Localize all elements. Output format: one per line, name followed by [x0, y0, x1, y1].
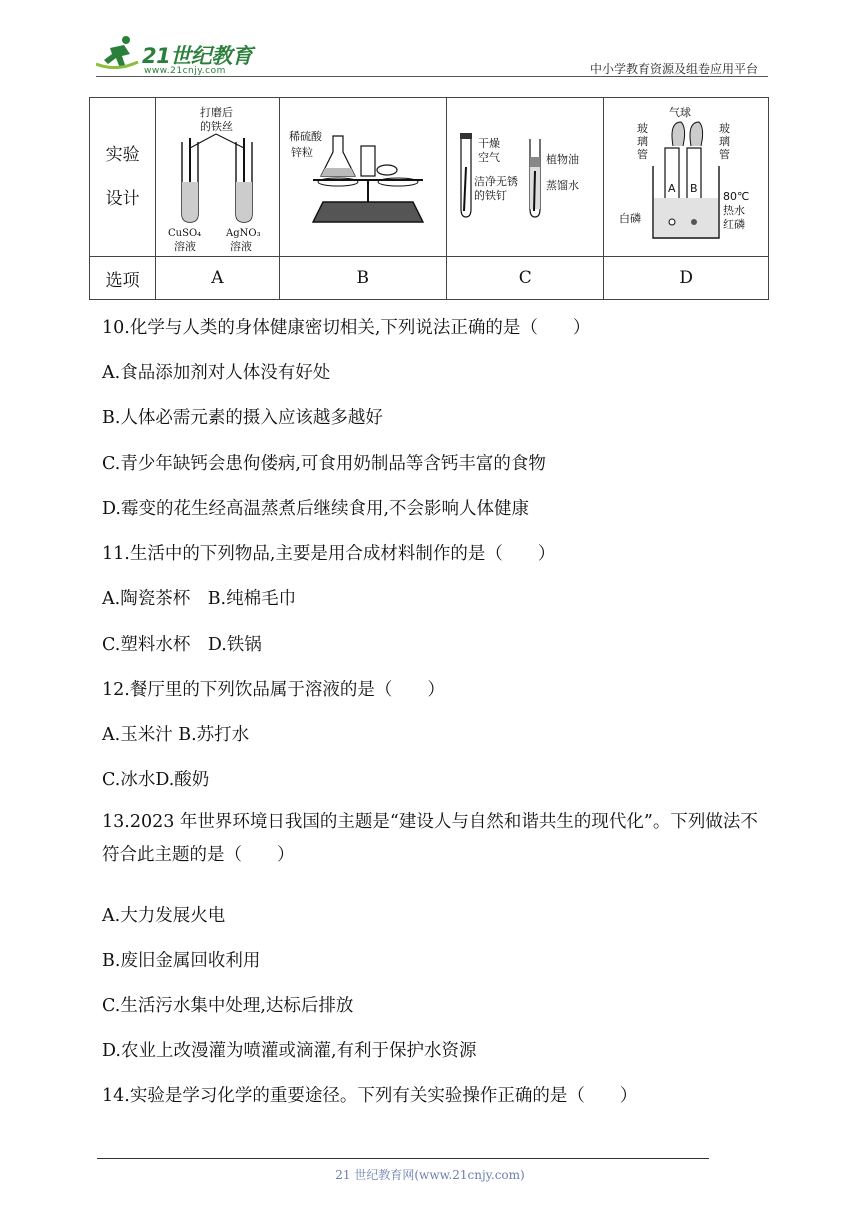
question-11: 11.生活中的下列物品,主要是用合成材料制作的是（ ）	[102, 544, 556, 564]
fig-a-top-label-1: 打磨后	[200, 106, 234, 119]
fig-a-top-label-2: 的铁丝	[200, 120, 234, 133]
fig-c-label-water: 蒸馏水	[546, 179, 580, 192]
design-row	[90, 98, 769, 257]
logo-subtext: www.21cnjy.com	[144, 66, 226, 76]
fig-c-label-oil: 植物油	[546, 153, 580, 166]
header-platform-text: 中小学教育资源及组卷应用平台	[589, 62, 758, 76]
fig-a-left-solution-1: CuSO₄	[168, 228, 202, 239]
logo-text: 21世纪教育	[142, 44, 253, 68]
design-label-cell	[90, 98, 156, 257]
option-row	[90, 257, 769, 300]
question-13: 13.2023 年世界环境日我国的主题是“建设人与自然和谐共生的现代化”。下列做法不符合此主题的是（ ）	[102, 812, 758, 865]
question-10-option-c: C.青少年缺钙会患佝偻病,可食用奶制品等含钙丰富的食物	[102, 454, 546, 474]
fig-a-right-solution-2: 溶液	[230, 240, 253, 252]
fig-c-label-clean: 洁净无锈	[474, 175, 519, 188]
design-label-line2: 设计	[105, 189, 140, 209]
question-11-options-cd: C.塑料水杯 D.铁锅	[102, 635, 262, 655]
option-label-cell: 选项	[90, 257, 156, 300]
figure-b-cell	[279, 98, 446, 257]
fig-b-label-zinc: 锌粒	[290, 146, 313, 159]
question-10-option-a: A.食品添加剂对人体没有好处	[102, 363, 331, 383]
fig-a-left-solution-2: 溶液	[174, 240, 197, 252]
option-b: B	[279, 257, 446, 300]
fig-d-glass-right-2: 璃	[719, 135, 731, 148]
fig-d-tube-a: A	[668, 182, 676, 195]
fig-d-temp: 80℃	[723, 190, 750, 203]
fig-d-hot-water: 热水	[723, 204, 746, 217]
fig-d-red-p: 红磷	[723, 218, 746, 231]
fig-d-glass-right-3: 管	[719, 148, 731, 161]
question-13-option-b: B.废旧金属回收利用	[102, 951, 261, 971]
fig-d-label-balloon: 气球	[669, 106, 692, 119]
question-12-options-ab: A.玉米汁 B.苏打水	[102, 725, 250, 745]
question-10-option-d: D.霉变的花生经高温蒸煮后继续食用,不会影响人体健康	[102, 499, 530, 519]
question-12: 12.餐厅里的下列饮品属于溶液的是（ ）	[102, 680, 445, 700]
fig-d-white-p: 白磷	[619, 212, 642, 225]
option-d: D	[604, 257, 769, 300]
question-13-option-d: D.农业上改漫灌为喷灌或滴灌,有利于保护水资源	[102, 1041, 477, 1061]
figure-c-diagram	[450, 127, 600, 227]
question-10-option-b: B.人体必需元素的摄入应该越多越好	[102, 408, 383, 428]
question-10: 10.化学与人类的身体健康密切相关,下列说法正确的是（ ）	[102, 318, 591, 338]
runner-icon	[96, 34, 140, 74]
figure-a-cell	[156, 98, 279, 257]
page-header	[96, 30, 768, 78]
fig-a-right-solution-1: AgNO₃	[226, 228, 261, 239]
question-14: 14.实验是学习化学的重要途径。下列有关实验操作正确的是（ ）	[102, 1086, 638, 1106]
fig-d-glass-right-1: 玻	[719, 122, 731, 135]
question-13-option-a: A.大力发展火电	[102, 906, 226, 926]
option-c: C	[447, 257, 604, 300]
fig-c-label-dry: 干燥	[478, 137, 501, 150]
option-a: A	[156, 257, 279, 300]
question-11-options-ab: A.陶瓷茶杯 B.纯棉毛巾	[102, 589, 297, 609]
footer-text: 21 世纪教育网(www.21cnjy.com)	[335, 1168, 525, 1182]
fig-d-glass-left-2: 璃	[637, 135, 649, 148]
figure-c-cell	[447, 98, 604, 257]
header-divider	[96, 76, 768, 77]
fig-c-label-nail: 的铁钉	[474, 189, 508, 202]
figure-d-cell	[604, 98, 769, 257]
fig-c-label-air: 空气	[478, 151, 501, 164]
footer-divider	[97, 1158, 709, 1159]
fig-b-label-acid: 稀硫酸	[288, 130, 322, 143]
site-logo	[96, 34, 266, 78]
figure-a-diagram	[158, 102, 276, 252]
question-13-option-c: C.生活污水集中处理,达标后排放	[102, 996, 354, 1016]
design-label-line1: 实验	[105, 145, 140, 165]
figure-d-diagram	[607, 102, 765, 252]
fig-d-glass-left-3: 管	[637, 148, 649, 161]
fig-d-tube-b: B	[690, 182, 698, 195]
experiment-table	[89, 97, 769, 300]
figure-b-diagram	[283, 122, 443, 232]
question-12-options-cd: C.冰水D.酸奶	[102, 770, 210, 790]
fig-d-glass-left-1: 玻	[637, 122, 649, 135]
